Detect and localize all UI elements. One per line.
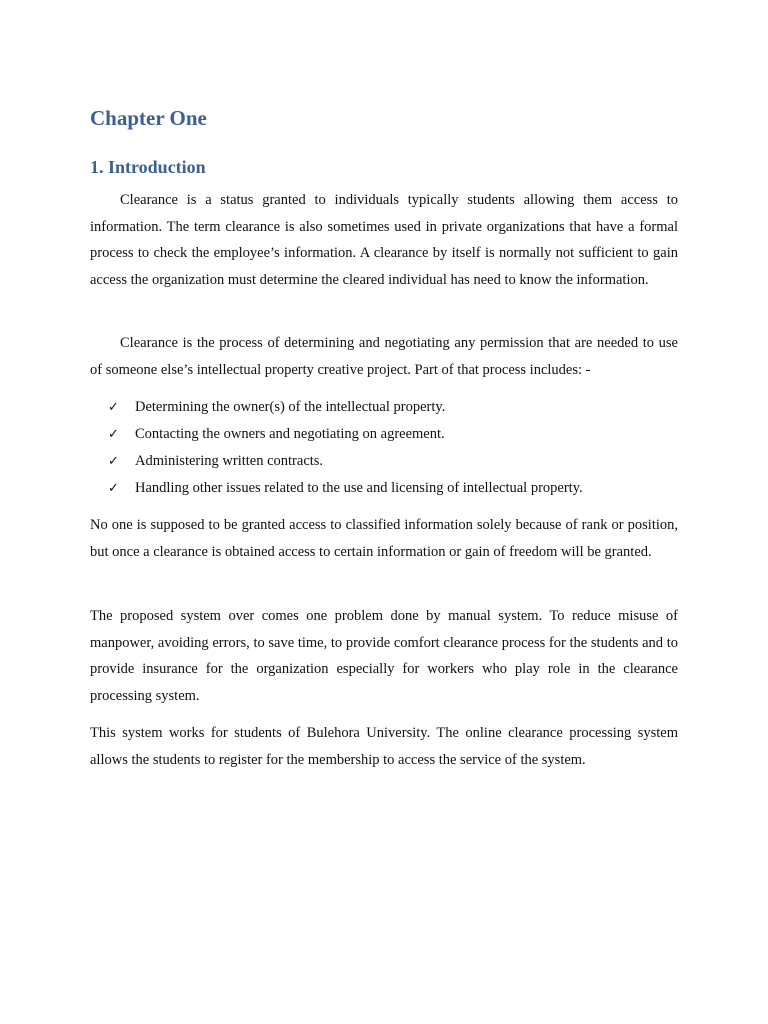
list-item <box>108 394 583 421</box>
chapter-title: Chapter One <box>90 106 207 130</box>
section-heading: 1. Introduction <box>90 157 206 177</box>
process-steps-list <box>108 394 583 502</box>
check-mark-icon: ✓ <box>108 427 119 442</box>
list-item <box>108 475 583 502</box>
list-item-text: Administering written contracts. <box>135 453 324 469</box>
list-item <box>108 421 583 448</box>
intro-paragraph-4: The proposed system over comes one problem done by manual system. To reduce misuse of manpower, avoiding errors, to save time, to provide comfort clearance process for the students and to provide insurance for the organization especially for workers who play role in the clearance processing system. <box>90 608 678 704</box>
intro-paragraph-1: Clearance is a status granted to individuals typically students allowing them access to information. The term clearance is also sometimes used in private organizations that have a formal process to check the employee’s information. A clearance by itself is normally not sufficient to gain access the organization must determine the cleared individual has need to know the information. <box>90 192 678 288</box>
list-item-text: Determining the owner(s) of the intellectual property. <box>135 399 446 415</box>
list-item-text: Handling other issues related to the use and licensing of intellectual property. <box>135 480 583 496</box>
intro-paragraph-3: No one is supposed to be granted access to classified information solely because of rank or position, but once a clearance is obtained access to certain information or gain of freedom will be granted. <box>90 517 678 560</box>
check-mark-icon: ✓ <box>108 481 119 496</box>
check-mark-icon: ✓ <box>108 454 119 469</box>
intro-paragraph-5: This system works for students of Bulehora University. The online clearance processing system allows the students to register for the membership to access the service of the system. <box>90 725 678 768</box>
list-item <box>108 448 583 475</box>
check-mark-icon: ✓ <box>108 400 119 415</box>
list-item-text: Contacting the owners and negotiating on agreement. <box>135 426 445 442</box>
intro-paragraph-2: Clearance is the process of determining and negotiating any permission that are needed to use of someone else’s intellectual property creative project. Part of that process includes: - <box>90 335 678 378</box>
